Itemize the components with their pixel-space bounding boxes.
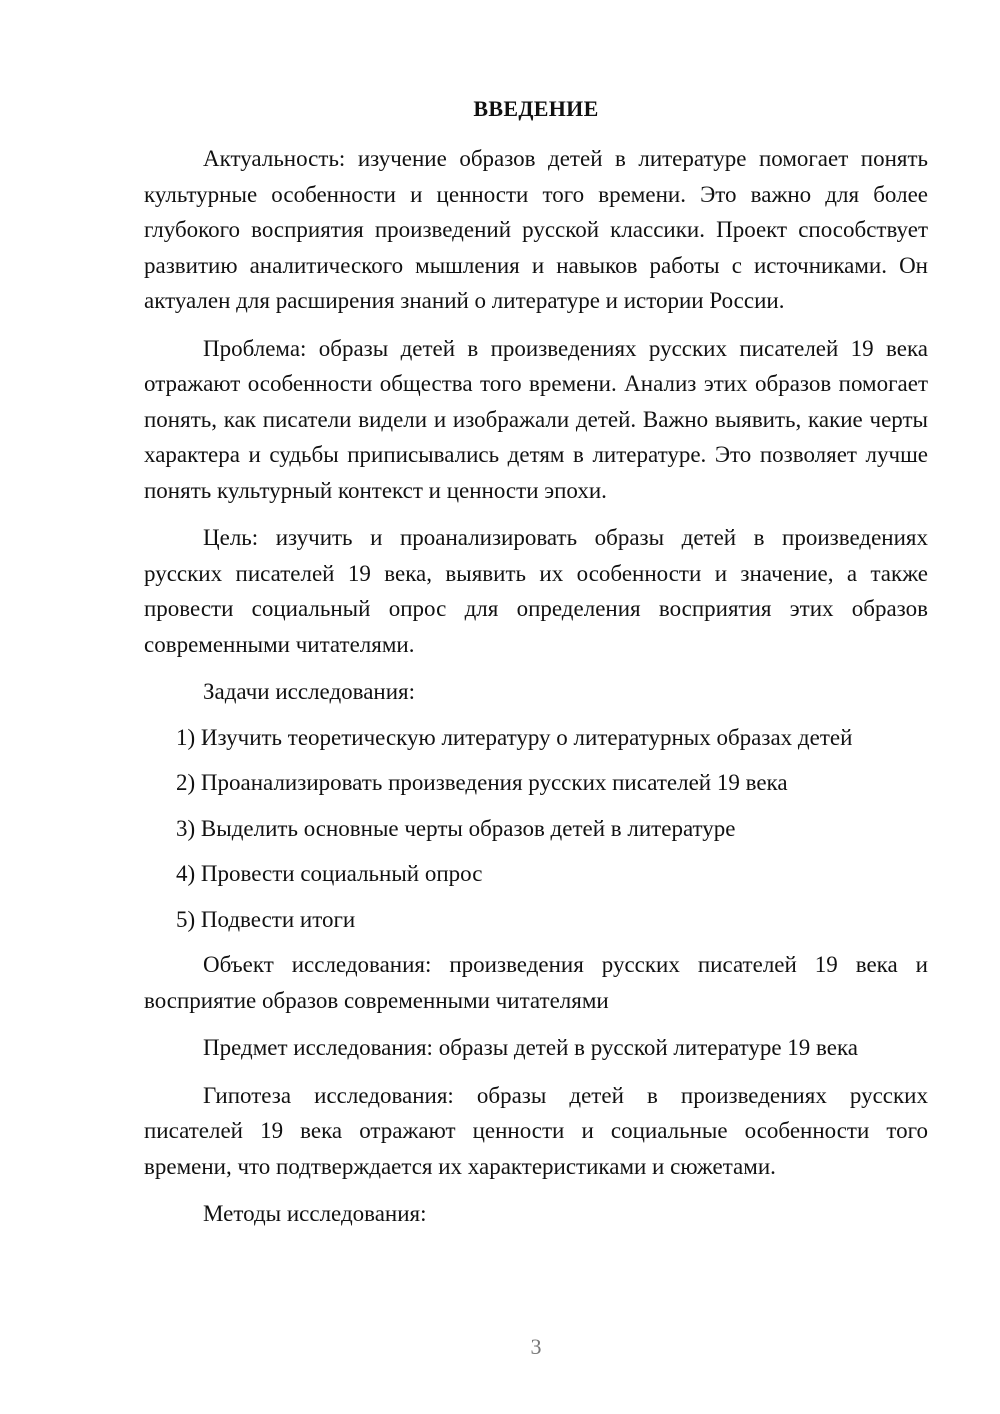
- task-item: 1) Изучить теоретическую литературу о литературных образах детей: [176, 724, 853, 750]
- task-item: 3) Выделить основные черты образов детей в литературе: [176, 815, 736, 841]
- page-content: [144, 141, 928, 1244]
- goal-paragraph: Цель: изучить и проанализировать образы детей в произведениях русских писателей 19 века, выявить их особенности и значение, а также провести социальный опрос для определения восприятия этих образов современными читателями.: [144, 525, 928, 657]
- subject-paragraph: Предмет исследования: образы детей в русской литературе 19 века: [203, 1035, 858, 1060]
- page-number: 3: [530, 1334, 542, 1359]
- tasks-list: [144, 720, 928, 938]
- task-item: 5) Подвести итоги: [176, 906, 356, 932]
- relevance-paragraph: Актуальность: изучение образов детей в литературе помогает понять культурные особенности и ценности того времени. Это важно для более глубокого восприятия произведений русской классики. Проект способствует развитию аналитического мышления и навыков работы с источниками. Он актуален для расширения знаний о литературе и истории России.: [144, 146, 928, 313]
- task-item: 2) Проанализировать произведения русских писателей 19 века: [176, 770, 788, 795]
- tasks-heading: Задачи исследования:: [203, 679, 416, 704]
- methods-paragraph: Методы исследования:: [203, 1201, 427, 1226]
- hypothesis-paragraph: Гипотеза исследования: образы детей в произведениях русских писателей 19 века отражают ценности и социальные особенности того времени, что подтверждается их характеристиками и сюжетами.: [144, 1082, 928, 1179]
- object-paragraph: Объект исследования: произведения русских писателей 19 века и восприятие образов современными читателями: [144, 952, 928, 1013]
- section-title: ВВЕДЕНИЕ: [473, 96, 599, 121]
- problem-paragraph: Проблема: образы детей в произведениях русских писателей 19 века отражают особенности общества того времени. Анализ этих образов помогает понять, как писатели видели и изображали детей. Важно выявить, какие черты характера и судьбы приписывались детям в литературе. Это позволяет лучше понять культурный контекст и ценности эпохи.: [144, 335, 928, 503]
- task-item: 4) Провести социальный опрос: [176, 861, 483, 886]
